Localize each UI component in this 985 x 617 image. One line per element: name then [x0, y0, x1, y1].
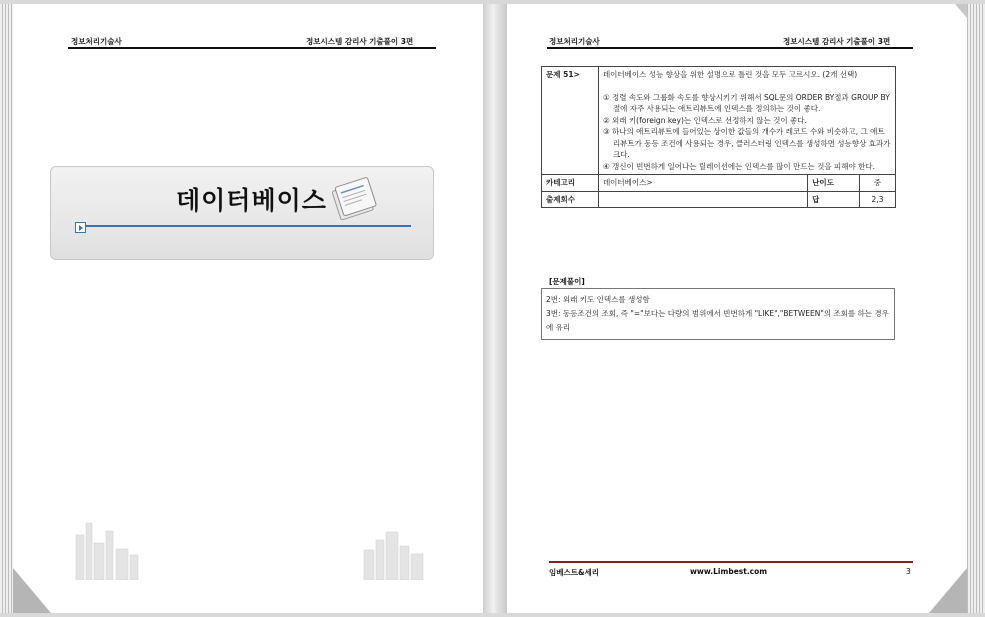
category-label: 카테고리	[542, 175, 599, 192]
left-header-rule	[68, 47, 436, 49]
question-row	[542, 67, 896, 175]
solution-line-2: 3번: 동등조건의 조회, 즉 "="보다는 다량의 범위에서 빈번하게 "LIKE","BETWEEN"의 조회를 하는 경우에 유리	[546, 309, 889, 332]
page-curl-left[interactable]	[13, 568, 51, 613]
page-curl-right[interactable]	[929, 568, 967, 613]
right-header-title: 정보처리기술사	[549, 37, 600, 46]
category-value: 데이터베이스>	[598, 175, 807, 192]
arrow-right-icon	[75, 222, 86, 233]
answer-label: 답	[808, 191, 860, 208]
exam-row	[542, 191, 896, 208]
right-page-edge	[967, 4, 985, 613]
difficulty-label: 난이도	[808, 175, 860, 192]
category-row	[542, 175, 896, 192]
city-skyline-right-icon	[356, 528, 436, 580]
question-option-1: ① 정렬 속도와 그룹화 속도를 향상시키기 위해서 SQL문의 ORDER BY절과 GROUP BY절에 자주 사용되는 애트리뷰트에 인덱스를 정의하는 것이 좋다.	[602, 92, 890, 113]
page-number: 3	[906, 567, 911, 576]
exam-count-value	[598, 191, 807, 208]
footer-rule	[549, 561, 913, 563]
solution-line-1: 2번: 외래 키도 인덱스를 생성함	[546, 295, 650, 304]
book-gutter	[483, 4, 507, 613]
document-icon	[326, 177, 384, 225]
footer-url[interactable]: www.Limbest.com	[690, 567, 768, 576]
left-header-title: 정보처리기술사	[71, 37, 122, 46]
city-skyline-left-icon	[72, 515, 152, 580]
question-option-4: ④ 갱신이 빈번하게 일어나는 릴레이션에는 인덱스를 많이 만드는 것을 피해야 한다.	[602, 161, 875, 171]
answer-value: 2,3	[860, 191, 896, 208]
chapter-title: 데이터베이스	[176, 186, 327, 215]
right-header-rule	[547, 47, 913, 49]
chapter-divider	[86, 225, 411, 227]
question-option-3: ③ 하나의 애트리뷰트에 들어있는 상이한 값들의 개수가 레코드 수와 비슷하고, 그 애트리뷰트가 동등 조건에 사용되는 경우, 클러스터링 인덱스를 생성하면 성능향상 효과가 크다.	[602, 127, 891, 159]
question-table	[541, 66, 896, 208]
left-header-subtitle: 정보시스템 감리사 기출풀이 3편	[306, 37, 414, 46]
left-page-edge	[0, 4, 13, 613]
question-number: 문제 51>	[542, 67, 599, 175]
right-header-subtitle: 정보시스템 감리사 기출풀이 3편	[783, 37, 891, 46]
exam-count-label: 출제회수	[542, 191, 599, 208]
solution-title: [문제풀이]	[549, 277, 585, 286]
footer-brand: 임베스트&세리	[549, 568, 600, 577]
question-option-2: ② 외래 키(foreign key)는 인덱스로 선정하지 않는 것이 좋다.	[602, 115, 807, 125]
page-curl-top-right[interactable]	[955, 4, 967, 18]
question-body	[598, 67, 895, 175]
question-stem: 데이터베이스 성능 향상을 위한 설명으로 틀린 것을 모두 고르시오. (2개 선택)	[602, 70, 858, 79]
difficulty-value: 중	[860, 175, 896, 192]
solution-box	[541, 288, 895, 340]
